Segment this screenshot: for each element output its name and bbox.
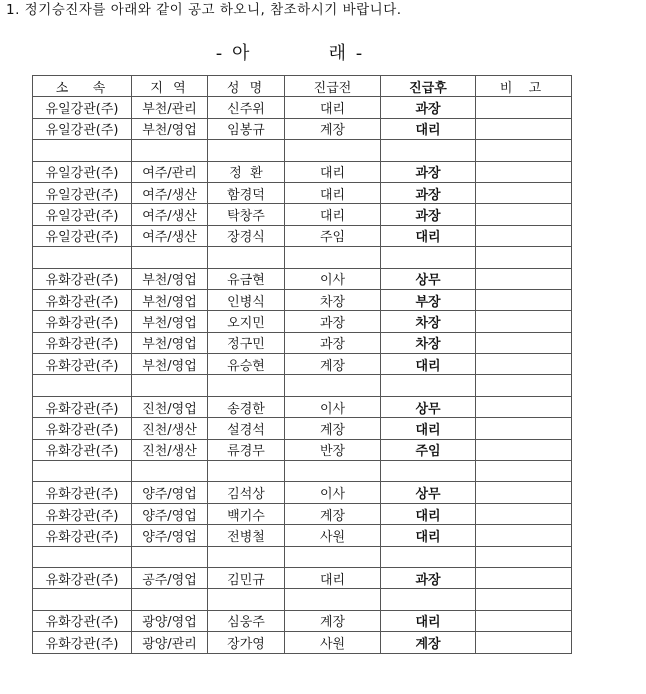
table-row bbox=[33, 439, 572, 460]
cell-name: 오지민 bbox=[208, 311, 285, 332]
table-row bbox=[33, 161, 572, 182]
empty-cell bbox=[33, 140, 132, 161]
table-spacer-row bbox=[33, 546, 572, 567]
empty-cell bbox=[285, 589, 381, 610]
empty-cell bbox=[285, 247, 381, 268]
cell-org: 유화강관(주) bbox=[33, 610, 132, 631]
cell-before: 대리 bbox=[285, 567, 381, 588]
cell-note bbox=[476, 525, 572, 546]
cell-region: 부천/영업 bbox=[132, 354, 208, 375]
empty-cell bbox=[132, 247, 208, 268]
cell-name: 류경무 bbox=[208, 439, 285, 460]
cell-note bbox=[476, 610, 572, 631]
cell-org: 유화강관(주) bbox=[33, 418, 132, 439]
cell-before: 사원 bbox=[285, 525, 381, 546]
cell-org: 유화강관(주) bbox=[33, 503, 132, 524]
table-body bbox=[33, 97, 572, 653]
cell-after: 대리 bbox=[381, 503, 476, 524]
cell-name: 유승현 bbox=[208, 354, 285, 375]
table-row bbox=[33, 567, 572, 588]
cell-name: 설경석 bbox=[208, 418, 285, 439]
header-region: 지 역 bbox=[132, 76, 208, 97]
cell-name: 송경한 bbox=[208, 396, 285, 417]
cell-before: 대리 bbox=[285, 97, 381, 118]
cell-after: 과장 bbox=[381, 161, 476, 182]
cell-before: 계장 bbox=[285, 118, 381, 139]
cell-note bbox=[476, 418, 572, 439]
empty-cell bbox=[476, 247, 572, 268]
cell-region: 여주/관리 bbox=[132, 161, 208, 182]
table-row bbox=[33, 225, 572, 246]
table-row bbox=[33, 268, 572, 289]
cell-after: 상무 bbox=[381, 396, 476, 417]
cell-name: 함경덕 bbox=[208, 182, 285, 203]
cell-org: 유화강관(주) bbox=[33, 268, 132, 289]
empty-cell bbox=[285, 546, 381, 567]
cell-org: 유일강관(주) bbox=[33, 97, 132, 118]
cell-name: 김석상 bbox=[208, 482, 285, 503]
cell-name: 임봉규 bbox=[208, 118, 285, 139]
cell-before: 과장 bbox=[285, 311, 381, 332]
empty-cell bbox=[381, 546, 476, 567]
cell-before: 이사 bbox=[285, 482, 381, 503]
cell-region: 여주/생산 bbox=[132, 182, 208, 203]
empty-cell bbox=[132, 589, 208, 610]
cell-name: 장경식 bbox=[208, 225, 285, 246]
empty-cell bbox=[381, 375, 476, 396]
empty-cell bbox=[33, 589, 132, 610]
empty-cell bbox=[208, 375, 285, 396]
cell-region: 광양/영업 bbox=[132, 610, 208, 631]
header-note: 비 고 bbox=[476, 76, 572, 97]
empty-cell bbox=[285, 461, 381, 482]
cell-before: 계장 bbox=[285, 503, 381, 524]
cell-after: 부장 bbox=[381, 289, 476, 310]
empty-cell bbox=[33, 247, 132, 268]
cell-region: 진천/생산 bbox=[132, 418, 208, 439]
empty-cell bbox=[208, 546, 285, 567]
cell-after: 차장 bbox=[381, 311, 476, 332]
cell-region: 부천/영업 bbox=[132, 118, 208, 139]
cell-org: 유일강관(주) bbox=[33, 161, 132, 182]
cell-after: 대리 bbox=[381, 525, 476, 546]
cell-before: 이사 bbox=[285, 268, 381, 289]
cell-region: 양주/영업 bbox=[132, 525, 208, 546]
header-org: 소 속 bbox=[33, 76, 132, 97]
cell-after: 차장 bbox=[381, 332, 476, 353]
cell-region: 광양/관리 bbox=[132, 632, 208, 653]
empty-cell bbox=[381, 461, 476, 482]
cell-name: 정구민 bbox=[208, 332, 285, 353]
cell-before: 계장 bbox=[285, 610, 381, 631]
table-row bbox=[33, 311, 572, 332]
cell-after: 상무 bbox=[381, 482, 476, 503]
empty-cell bbox=[476, 461, 572, 482]
empty-cell bbox=[285, 140, 381, 161]
cell-name: 심웅주 bbox=[208, 610, 285, 631]
header-name: 성 명 bbox=[208, 76, 285, 97]
cell-after: 주임 bbox=[381, 439, 476, 460]
cell-name: 백기수 bbox=[208, 503, 285, 524]
cell-region: 부천/영업 bbox=[132, 332, 208, 353]
cell-before: 반장 bbox=[285, 439, 381, 460]
cell-name: 신주위 bbox=[208, 97, 285, 118]
empty-cell bbox=[33, 375, 132, 396]
cell-region: 공주/영업 bbox=[132, 567, 208, 588]
cell-note bbox=[476, 482, 572, 503]
cell-after: 과장 bbox=[381, 182, 476, 203]
cell-note bbox=[476, 332, 572, 353]
empty-cell bbox=[208, 140, 285, 161]
table-row bbox=[33, 289, 572, 310]
cell-after: 대리 bbox=[381, 225, 476, 246]
cell-region: 부천/영업 bbox=[132, 289, 208, 310]
table-spacer-row bbox=[33, 140, 572, 161]
table-spacer-row bbox=[33, 589, 572, 610]
cell-name: 정 환 bbox=[208, 161, 285, 182]
table-row bbox=[33, 182, 572, 203]
cell-after: 과장 bbox=[381, 97, 476, 118]
table-row bbox=[33, 482, 572, 503]
table-row bbox=[33, 97, 572, 118]
cell-note bbox=[476, 182, 572, 203]
table-row bbox=[33, 118, 572, 139]
table-spacer-row bbox=[33, 247, 572, 268]
cell-after: 대리 bbox=[381, 418, 476, 439]
empty-cell bbox=[476, 589, 572, 610]
cell-before: 대리 bbox=[285, 182, 381, 203]
cell-region: 여주/생산 bbox=[132, 225, 208, 246]
cell-note bbox=[476, 118, 572, 139]
cell-region: 양주/영업 bbox=[132, 482, 208, 503]
empty-cell bbox=[132, 375, 208, 396]
table-row bbox=[33, 525, 572, 546]
header-before: 진급전 bbox=[285, 76, 381, 97]
cell-after: 계장 bbox=[381, 632, 476, 653]
cell-region: 부천/관리 bbox=[132, 97, 208, 118]
table-row bbox=[33, 354, 572, 375]
cell-note bbox=[476, 632, 572, 653]
empty-cell bbox=[381, 140, 476, 161]
cell-name: 김민규 bbox=[208, 567, 285, 588]
cell-name: 장가영 bbox=[208, 632, 285, 653]
empty-cell bbox=[381, 589, 476, 610]
cell-name: 유금현 bbox=[208, 268, 285, 289]
cell-before: 이사 bbox=[285, 396, 381, 417]
cell-org: 유화강관(주) bbox=[33, 525, 132, 546]
cell-before: 대리 bbox=[285, 204, 381, 225]
cell-region: 여주/생산 bbox=[132, 204, 208, 225]
table-row bbox=[33, 396, 572, 417]
cell-org: 유화강관(주) bbox=[33, 396, 132, 417]
cell-region: 양주/영업 bbox=[132, 503, 208, 524]
cell-org: 유일강관(주) bbox=[33, 225, 132, 246]
empty-cell bbox=[476, 546, 572, 567]
cell-note bbox=[476, 439, 572, 460]
cell-after: 대리 bbox=[381, 354, 476, 375]
cell-before: 과장 bbox=[285, 332, 381, 353]
empty-cell bbox=[285, 375, 381, 396]
table-row bbox=[33, 418, 572, 439]
cell-note bbox=[476, 503, 572, 524]
cell-org: 유화강관(주) bbox=[33, 332, 132, 353]
cell-after: 과장 bbox=[381, 567, 476, 588]
cell-org: 유화강관(주) bbox=[33, 289, 132, 310]
cell-org: 유화강관(주) bbox=[33, 567, 132, 588]
cell-note bbox=[476, 268, 572, 289]
heading-label: - 아 래 - bbox=[215, 43, 365, 64]
cell-name: 탁창주 bbox=[208, 204, 285, 225]
cell-before: 계장 bbox=[285, 354, 381, 375]
cell-org: 유일강관(주) bbox=[33, 204, 132, 225]
cell-after: 대리 bbox=[381, 610, 476, 631]
cell-before: 차장 bbox=[285, 289, 381, 310]
section-heading bbox=[0, 40, 646, 68]
cell-note bbox=[476, 354, 572, 375]
empty-cell bbox=[33, 546, 132, 567]
empty-cell bbox=[132, 140, 208, 161]
cell-region: 부천/영업 bbox=[132, 268, 208, 289]
empty-cell bbox=[476, 375, 572, 396]
cell-note bbox=[476, 567, 572, 588]
cell-note bbox=[476, 161, 572, 182]
cell-note bbox=[476, 289, 572, 310]
cell-region: 진천/영업 bbox=[132, 396, 208, 417]
cell-org: 유화강관(주) bbox=[33, 439, 132, 460]
cell-after: 대리 bbox=[381, 118, 476, 139]
cell-org: 유화강관(주) bbox=[33, 311, 132, 332]
cell-name: 인병식 bbox=[208, 289, 285, 310]
cell-before: 주임 bbox=[285, 225, 381, 246]
cell-note bbox=[476, 204, 572, 225]
table-row bbox=[33, 632, 572, 653]
cell-before: 사원 bbox=[285, 632, 381, 653]
table-header-row bbox=[33, 76, 572, 97]
cell-note bbox=[476, 97, 572, 118]
cell-org: 유화강관(주) bbox=[33, 482, 132, 503]
cell-note bbox=[476, 396, 572, 417]
empty-cell bbox=[33, 461, 132, 482]
notice-text: 1. 정기승진자를 아래와 같이 공고 하오니, 참조하시기 바랍니다. bbox=[6, 2, 402, 18]
cell-org: 유화강관(주) bbox=[33, 354, 132, 375]
table-row bbox=[33, 332, 572, 353]
empty-cell bbox=[208, 461, 285, 482]
table-row bbox=[33, 503, 572, 524]
cell-after: 상무 bbox=[381, 268, 476, 289]
promotion-table bbox=[32, 75, 572, 654]
cell-org: 유일강관(주) bbox=[33, 182, 132, 203]
table-row bbox=[33, 204, 572, 225]
empty-cell bbox=[381, 247, 476, 268]
cell-region: 부천/영업 bbox=[132, 311, 208, 332]
cell-before: 대리 bbox=[285, 161, 381, 182]
cell-name: 전병철 bbox=[208, 525, 285, 546]
cell-after: 과장 bbox=[381, 204, 476, 225]
header-after: 진급후 bbox=[381, 76, 476, 97]
cell-note bbox=[476, 225, 572, 246]
cell-before: 계장 bbox=[285, 418, 381, 439]
empty-cell bbox=[132, 461, 208, 482]
empty-cell bbox=[132, 546, 208, 567]
empty-cell bbox=[208, 247, 285, 268]
empty-cell bbox=[208, 589, 285, 610]
cell-org: 유화강관(주) bbox=[33, 632, 132, 653]
empty-cell bbox=[476, 140, 572, 161]
cell-note bbox=[476, 311, 572, 332]
cell-org: 유일강관(주) bbox=[33, 118, 132, 139]
table-spacer-row bbox=[33, 375, 572, 396]
table-spacer-row bbox=[33, 461, 572, 482]
cell-region: 진천/생산 bbox=[132, 439, 208, 460]
table-row bbox=[33, 610, 572, 631]
